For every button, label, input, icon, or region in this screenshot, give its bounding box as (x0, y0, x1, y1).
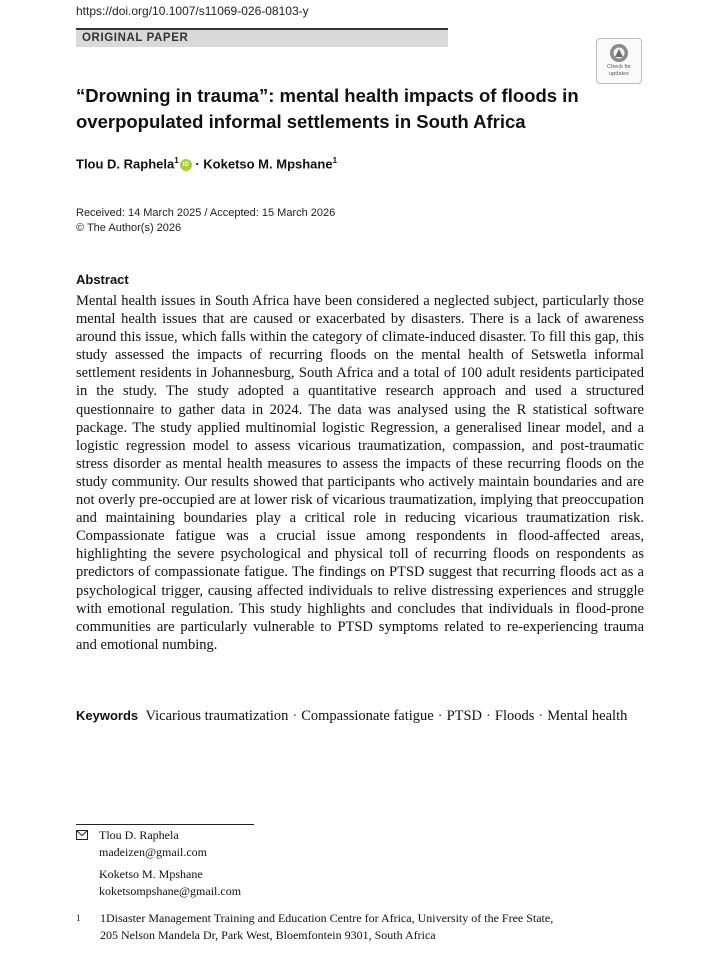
article-title: “Drowning in trauma”: mental health impacts of floods in overpopulated informal settlements in South Africa (76, 85, 579, 132)
author-affiliation-mark: 1 (174, 156, 179, 165)
article-type-bar (76, 28, 448, 47)
orcid-icon[interactable]: iD (180, 159, 192, 171)
keyword-separator: · (538, 708, 544, 724)
second-author-name: Koketso M. Mpshane (99, 867, 203, 881)
doi-link[interactable]: https://doi.org/10.1007/s11069-026-08103-y (76, 4, 309, 18)
keywords-label: Keywords (76, 708, 139, 723)
keyword: Compassionate fatigue (301, 708, 434, 724)
abstract-text: Mental health issues in South Africa have been considered a neglected subject, particularly those mental health issues that are caused or exacerbated by disasters. There is a lack of awareness around this issue, which falls within the category of climate-induced disaster. To fill this gap, this study assessed the impacts of recurring floods on the mental health of Setswetla informal settlement residents in Johannesburg, South Africa and a total of 100 adult residents participated in the study. The study adopted a quantitative research approach and used a structured questionnaire to gather data in 2024. The data was analysed using the R statistical software package. The study applied multinomial logistic Regression, a generalised linear model, and a logistic regression model to assess vicarious traumatization, compassion, and post-traumatic stress disorder as mental health measures to assess the impacts of these recurring floods on the study community. Our results showed that participants who actively maintain boundaries and are not overly pre-occupied are at lower risk of vicarious traumatization, implying that preoccupation and maintaining boundaries play a critical role in reducing vicarious traumatization risk. Compassionate fatigue was a crucial issue among respondents in flood-affected areas, highlighting the severe psychological and physical toll of recurring floods on respondents as predictors of compassionate fatigue. The findings on PTSD suggest that recurring floods act as a psychological trigger, causing affected individuals to relive distressing experiences and struggle with emotional regulation. This study highlights and concludes that individuals in flood-prone communities are particularly vulnerable to PTSD symptoms related to re-experiencing trauma and emotional numbing. (76, 293, 644, 653)
check-for-updates-icon (609, 43, 629, 63)
keywords-section (76, 706, 644, 726)
keyword: Floods (494, 708, 535, 724)
footnote-divider (76, 824, 254, 825)
keyword: Mental health (547, 708, 628, 724)
abstract-heading: Abstract (76, 272, 129, 287)
badge-text-line2: updates (609, 71, 629, 77)
author-affiliation-mark: 1 (332, 156, 338, 165)
received-accepted-dates: Received: 14 March 2025 / Accepted: 15 March 2026 (76, 207, 336, 219)
corresponding-author-email[interactable]: madeizen@gmail.com (99, 845, 208, 859)
check-for-updates-badge[interactable] (596, 38, 642, 84)
keyword-separator: · (437, 708, 443, 724)
badge-text-line1: Check for (607, 64, 631, 70)
keyword: PTSD (446, 708, 483, 724)
affiliation-number: 1 (76, 913, 81, 923)
article-type-label: ORIGINAL PAPER (82, 32, 189, 44)
affiliation-line: 1Disaster Management Training and Education Centre for Africa, University of the Free State, (100, 911, 554, 925)
author-separator: · (195, 156, 200, 172)
corresponding-author-name: Tlou D. Raphela (99, 828, 179, 842)
correspondence-block (76, 827, 241, 900)
article-dates (76, 206, 335, 236)
copyright-notice: © The Author(s) 2026 (76, 222, 182, 234)
envelope-icon (76, 830, 88, 840)
author-name[interactable]: Koketso M. Mpshane (203, 156, 333, 172)
affiliation-line: 205 Nelson Mandela Dr, Park West, Bloemfontein 9301, South Africa (100, 928, 436, 942)
keyword-separator: · (486, 708, 491, 724)
second-author-email[interactable]: koketsompshane@gmail.com (99, 884, 242, 898)
keyword: Vicarious traumatization (145, 708, 289, 724)
author-list (76, 156, 337, 171)
keyword-separator: · (292, 708, 298, 724)
affiliation-footnote (76, 910, 553, 944)
author-name[interactable]: Tlou D. Raphela (76, 156, 175, 172)
